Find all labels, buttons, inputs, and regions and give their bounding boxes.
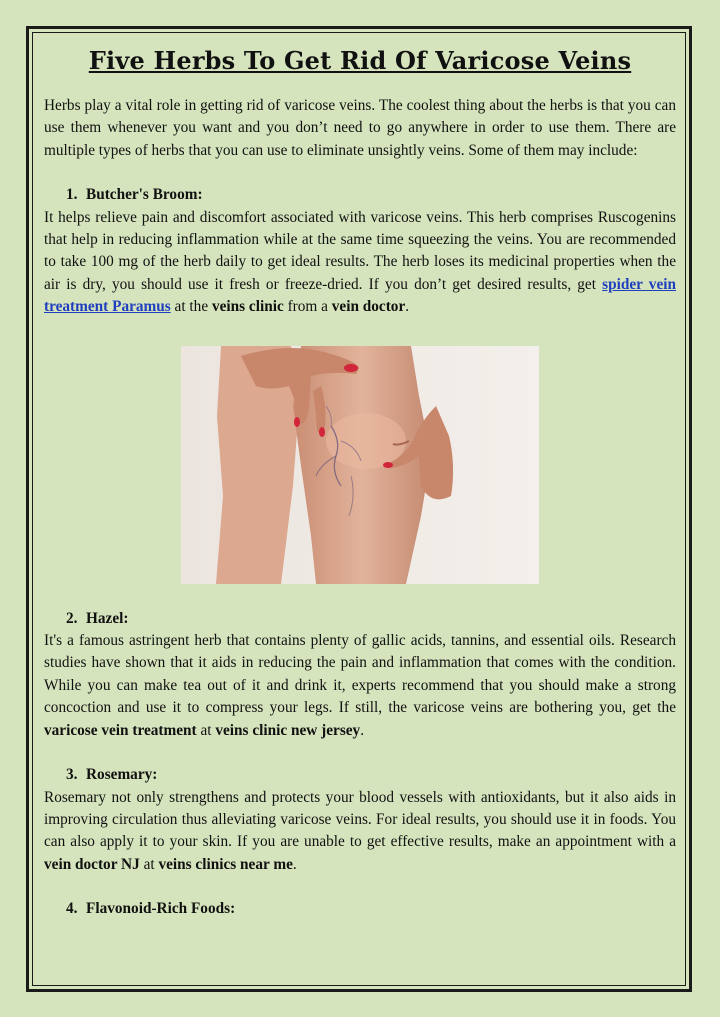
section-heading-flavonoid-rich-foods: 4. Flavonoid-Rich Foods:: [66, 900, 236, 918]
section-body-butchers-broom: It helps relieve pain and discomfort associated with varicose veins. This herb comprises Ruscogenins that help in reducing inflammation while at the same time squeezing the veins. You are recommended to take 100 mg of the herb daily to get ideal results. The herb loses its medicinal properties when the air is dry, you should use it fresh or freeze-dried. If you don’t get desired results, get spider vein treatment Paramus at the veins clinic from a vein doctor.: [44, 208, 676, 316]
intro-paragraph: Herbs play a vital role in getting rid of varicose veins. The coolest thing about the herbs is that you can use them whenever you want and you don’t need to go anywhere in order to use them. There are multiple types of herbs that you can use to eliminate unsightly veins. Some of them may include:: [44, 97, 676, 159]
section-body-hazel: It's a famous astringent herb that contains plenty of gallic acids, tannins, and essential oils. Research studies have shown that it aids in reducing the pain and inflammation that comes with the condition. While you can make tea out of it and drink it, experts recommend that you should make a strong concoction and use it to compress your legs. If still, the varicose veins are bothering you, get the varicose vein treatment at veins clinic new jersey.: [44, 632, 676, 739]
document-body: [44, 42, 676, 921]
section-body-rosemary: Rosemary not only strengthens and protects your blood vessels with antioxidants, but it also aids in improving circulation thus alleviating varicose veins. For ideal results, you should use it in foods. You can also apply it to your skin. If you are unable to get effective results, make an appointment with a vein doctor NJ at veins clinics near me.: [44, 788, 676, 873]
section-heading-rosemary: 3. Rosemary:: [66, 766, 158, 784]
page-title: Five Herbs To Get Rid Of Varicose Veins: [88, 46, 632, 75]
section-heading-butchers-broom: 1. Butcher's Broom:: [66, 186, 203, 204]
leg-veins-photo: [181, 346, 539, 584]
section-heading-hazel: 2. Hazel:: [66, 609, 129, 627]
spider-vein-treatment-link[interactable]: spider vein treatment Paramus: [44, 275, 676, 316]
